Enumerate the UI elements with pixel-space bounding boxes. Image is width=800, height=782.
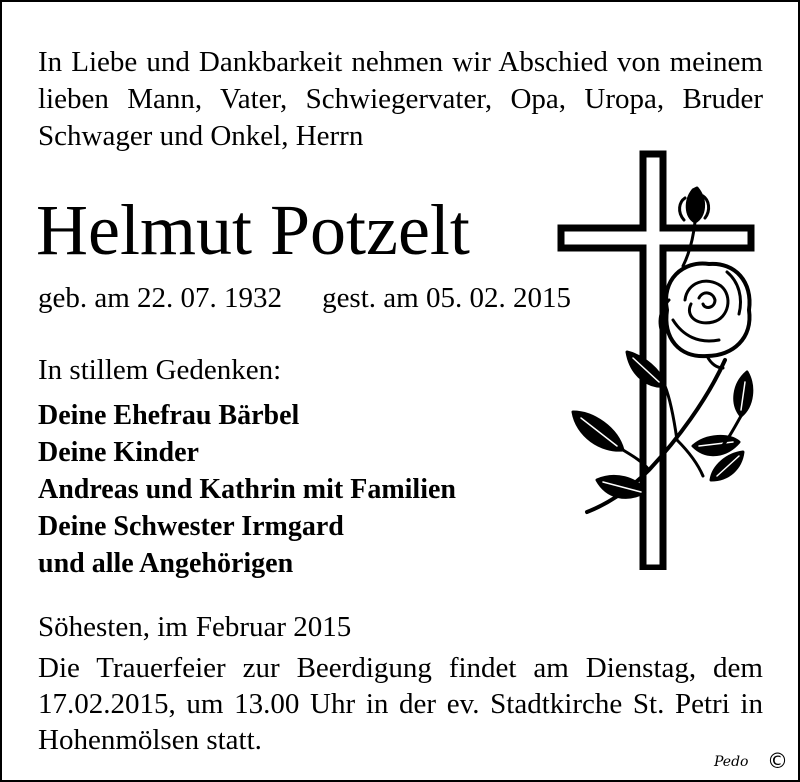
birth-date: geb. am 22. 07. 1932 [38, 282, 283, 314]
funeral-notice [38, 650, 763, 758]
copyright-mark: © [767, 749, 788, 773]
mourner: Deine Ehefrau Bärbel [38, 400, 300, 431]
funeral-line: 17.02.2015, um 13.00 Uhr in der ev. Stadtkirche St. Petri in [38, 688, 763, 720]
deceased-name: Helmut Potzelt [36, 190, 470, 270]
place-date [38, 609, 351, 645]
death-date: gest. am 05. 02. 2015 [322, 282, 571, 314]
month-year: Februar 2015 [195, 611, 352, 643]
cross-with-rose-illustration [557, 150, 782, 570]
intro-line: In Liebe und Dankbarkeit nehmen wir Abschied von meinem [38, 46, 763, 78]
place: Söhesten, im [38, 611, 188, 643]
funeral-line: Hohenmölsen statt. [38, 724, 262, 756]
life-dates [38, 280, 571, 316]
mourner: Deine Kinder [38, 437, 199, 468]
mourner: und alle Angehörigen [38, 548, 294, 579]
intro-line: Schwager und Onkel, Herrn [38, 120, 364, 152]
funeral-line: Die Trauerfeier zur Beerdigung findet am Dienstag, dem [38, 652, 763, 684]
mourner: Deine Schwester Irmgard [38, 511, 344, 542]
mourner: Andreas und Kathrin mit Familien [38, 474, 456, 505]
intro-text [38, 44, 763, 155]
artist-signature: Pedo [714, 754, 749, 770]
memorial-heading: In stillem Gedenken: [38, 354, 282, 386]
mourners-list [38, 397, 456, 582]
intro-line: lieben Mann, Vater, Schwiegervater, Opa, Uropa, Bruder [38, 83, 763, 115]
